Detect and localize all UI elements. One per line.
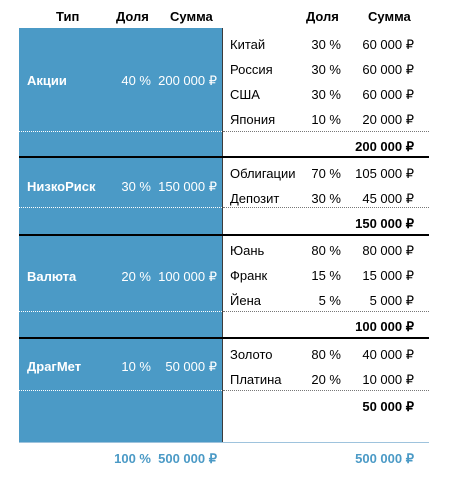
list-item-share: 20 % bbox=[311, 372, 341, 387]
group-share: 40 % bbox=[121, 73, 151, 88]
group-subtotal: 150 000 ₽ bbox=[355, 216, 414, 231]
list-item-sum: 60 000 ₽ bbox=[362, 62, 414, 77]
row-separator bbox=[223, 207, 429, 208]
group-subtotal: 50 000 ₽ bbox=[362, 399, 414, 414]
list-item-share: 10 % bbox=[311, 112, 341, 127]
list-item-share: 30 % bbox=[311, 87, 341, 102]
row-separator bbox=[19, 311, 222, 312]
group-share: 20 % bbox=[121, 269, 151, 284]
list-item-sum: 15 000 ₽ bbox=[362, 268, 414, 283]
group-sum: 100 000 ₽ bbox=[158, 269, 217, 284]
list-item-sum: 45 000 ₽ bbox=[362, 191, 414, 206]
list-item-share: 70 % bbox=[311, 166, 341, 181]
list-item-name: Йена bbox=[230, 293, 261, 308]
group-label: Валюта bbox=[27, 269, 77, 284]
list-item-sum: 40 000 ₽ bbox=[362, 347, 414, 362]
list-item-name: США bbox=[230, 87, 260, 102]
list-item-name: Юань bbox=[230, 243, 265, 258]
group-label: НизкоРиск bbox=[27, 179, 96, 194]
list-item-name: Депозит bbox=[230, 191, 280, 206]
list-item-sum: 10 000 ₽ bbox=[362, 372, 414, 387]
group-label: Акции bbox=[27, 73, 67, 88]
footer-share-total: 100 % bbox=[114, 451, 151, 466]
row-separator bbox=[19, 207, 222, 208]
group-subtotal: 200 000 ₽ bbox=[355, 139, 414, 154]
group-separator bbox=[19, 234, 429, 236]
header-share-left: Доля bbox=[116, 9, 149, 24]
header-sum-right: Сумма bbox=[368, 9, 411, 24]
list-item-sum: 60 000 ₽ bbox=[362, 37, 414, 52]
row-separator bbox=[223, 131, 429, 132]
list-item-name: Платина bbox=[230, 372, 282, 387]
footer-sum-total-left: 500 000 ₽ bbox=[158, 451, 217, 466]
row-separator bbox=[223, 390, 429, 391]
list-item-share: 5 % bbox=[318, 293, 341, 308]
group-label: ДрагМет bbox=[27, 359, 82, 374]
group-share: 30 % bbox=[121, 179, 151, 194]
list-item-name: Золото bbox=[230, 347, 273, 362]
list-item-name: Япония bbox=[230, 112, 276, 127]
list-item-name: Франк bbox=[230, 268, 268, 283]
list-item-name: Китай bbox=[230, 37, 266, 52]
group-sum: 50 000 ₽ bbox=[165, 359, 217, 374]
list-item-name: Россия bbox=[230, 62, 273, 77]
group-separator bbox=[19, 337, 429, 339]
list-item-share: 80 % bbox=[311, 243, 341, 258]
list-item-sum: 60 000 ₽ bbox=[362, 87, 414, 102]
row-separator bbox=[223, 311, 429, 312]
group-sum: 150 000 ₽ bbox=[158, 179, 217, 194]
group-share: 10 % bbox=[121, 359, 151, 374]
row-separator bbox=[19, 390, 222, 391]
header-type: Тип bbox=[56, 9, 80, 24]
row-separator bbox=[19, 131, 222, 132]
list-item-share: 30 % bbox=[311, 62, 341, 77]
header-share-right: Доля bbox=[306, 9, 339, 24]
list-item-name: Облигации bbox=[230, 166, 296, 181]
list-item-sum: 80 000 ₽ bbox=[362, 243, 414, 258]
group-separator bbox=[19, 156, 429, 158]
header-sum-left: Сумма bbox=[170, 9, 213, 24]
list-item-sum: 5 000 ₽ bbox=[369, 293, 414, 308]
group-sum: 200 000 ₽ bbox=[158, 73, 217, 88]
group-subtotal: 100 000 ₽ bbox=[355, 319, 414, 334]
list-item-sum: 105 000 ₽ bbox=[355, 166, 414, 181]
footer-separator bbox=[19, 442, 429, 443]
list-item-share: 80 % bbox=[311, 347, 341, 362]
list-item-share: 30 % bbox=[311, 191, 341, 206]
list-item-sum: 20 000 ₽ bbox=[362, 112, 414, 127]
footer-sum-total-right: 500 000 ₽ bbox=[355, 451, 414, 466]
list-item-share: 30 % bbox=[311, 37, 341, 52]
list-item-share: 15 % bbox=[311, 268, 341, 283]
